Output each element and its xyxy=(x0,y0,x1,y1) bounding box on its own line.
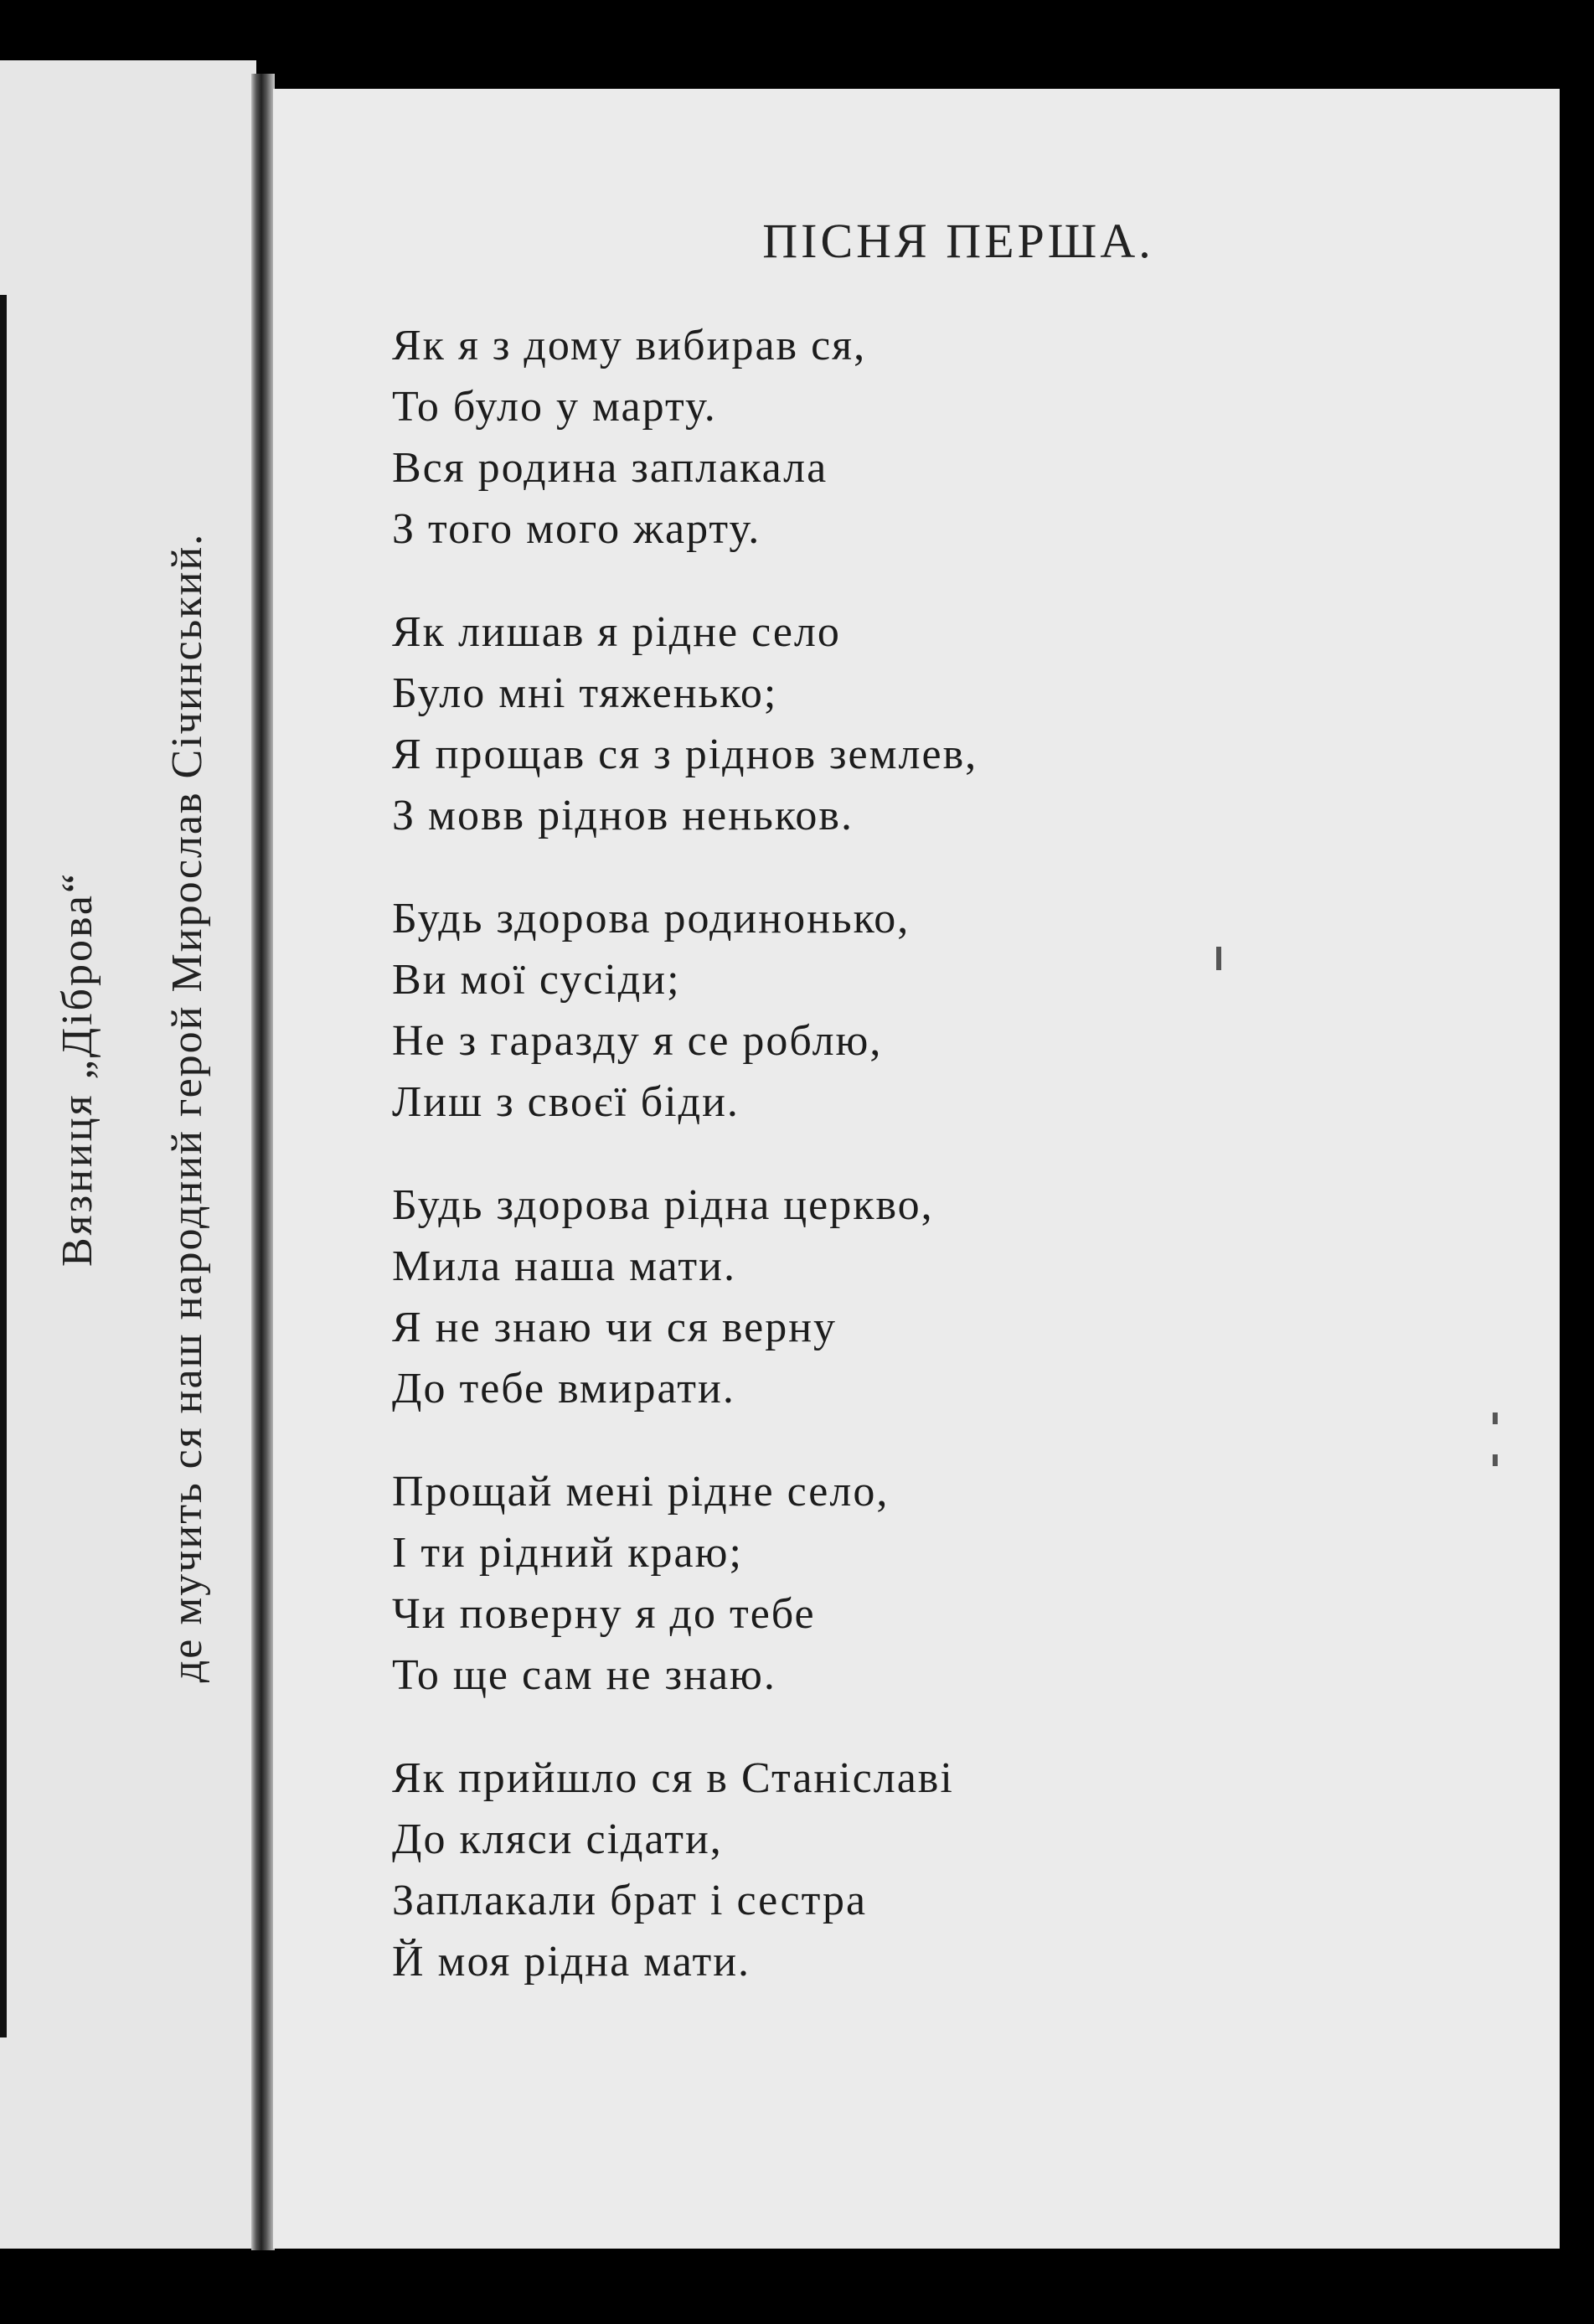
verse-line: Й моя рідна мати. xyxy=(392,1938,751,1986)
stanza xyxy=(392,602,1397,846)
stanza xyxy=(392,1175,1397,1419)
verse-line: Заплакали брат і сестра xyxy=(392,1877,868,1924)
verse-line: Вся родина заплакала xyxy=(392,444,828,492)
left-page-strip xyxy=(0,60,256,2249)
verse-line: Як я з дому вибирав ся, xyxy=(392,322,867,369)
verse-line: Я прощав ся з ріднов землев, xyxy=(392,731,978,778)
verse-line: Чи поверну я до тебе xyxy=(392,1590,816,1638)
verse-line: Я не знаю чи ся верну xyxy=(392,1304,838,1351)
side-caption xyxy=(53,395,212,1820)
stanza xyxy=(392,1461,1397,1706)
side-caption-line2: де мучить ся наш народний герой Мирослав Січинський. xyxy=(163,532,211,1683)
side-caption-line1: Вязниця „Діброва“ xyxy=(54,870,101,1267)
verse-line: Як лишав я рідне село xyxy=(392,608,841,656)
verse-line: З мовв ріднов неньков. xyxy=(392,792,854,839)
verse-line: До тебе вмирати. xyxy=(392,1365,735,1412)
verse-line: Не з гаразду я се роблю, xyxy=(392,1017,883,1065)
verse-line: Будь здорова рідна церкво, xyxy=(392,1181,934,1229)
verse-line: Лиш з своєї біди. xyxy=(392,1078,740,1126)
verse-line: Мила наша мати. xyxy=(392,1242,736,1290)
page-title: ПІСНЯ ПЕРША. xyxy=(762,214,1154,268)
verse-line: Було мні тяженько; xyxy=(392,669,778,717)
book-spine xyxy=(251,74,275,2250)
verse-line: Будь здорова родинонько, xyxy=(392,895,910,943)
verse-line: То було у марту. xyxy=(392,383,717,431)
stanza xyxy=(392,315,1397,560)
verse-line: Як прийшло ся в Станіславі xyxy=(392,1754,954,1802)
verse-line: Прощай мені рідне село, xyxy=(392,1468,890,1516)
verse-line: І ти рідний краю; xyxy=(392,1529,743,1577)
verse-line: До кляси сідати, xyxy=(392,1815,723,1863)
book-page xyxy=(273,89,1560,2249)
verse-line: Ви мої сусіди; xyxy=(392,956,681,1004)
poem xyxy=(392,315,1397,2034)
left-page-edge xyxy=(0,295,7,2037)
stanza xyxy=(392,888,1397,1133)
stanza xyxy=(392,1748,1397,1992)
verse-line: То ще сам не знаю. xyxy=(392,1651,776,1699)
verse-line: З того мого жарту. xyxy=(392,505,761,553)
